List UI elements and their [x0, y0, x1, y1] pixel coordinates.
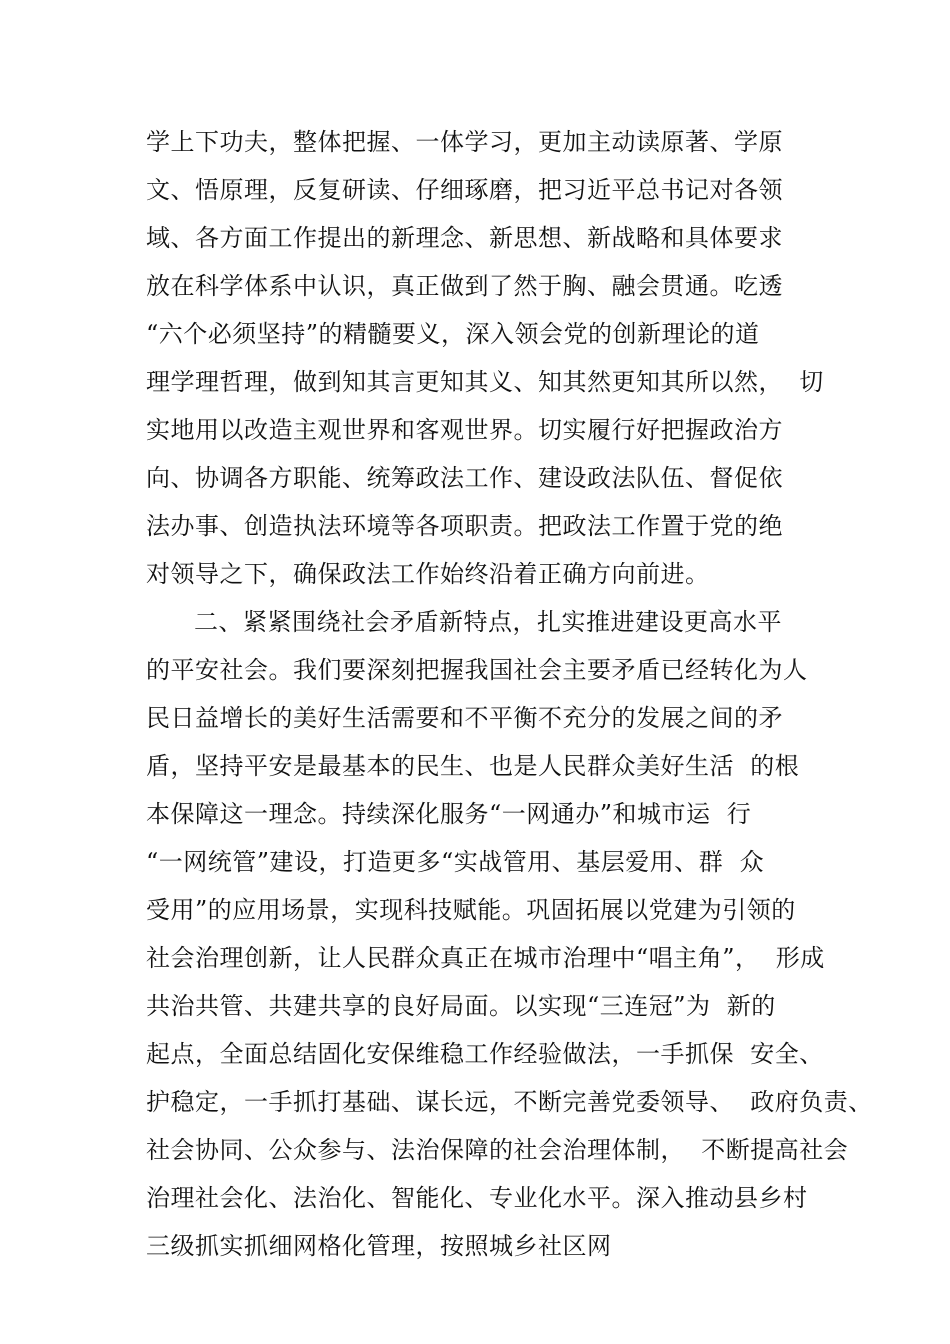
paragraph-line: 民日益增长的美好生活需要和不平衡不充分的发展之间的矛 — [146, 704, 783, 732]
paragraph-line: 受用”的应用场景，实现科技赋能。巩固拓展以党建为引领的 — [146, 896, 796, 924]
paragraph-line: 域、各方面工作提出的新理念、新思想、新战略和具体要求 — [146, 224, 783, 252]
paragraph-line: 法办事、创造执法环境等各项职责。把政法工作置于党的绝 — [146, 512, 783, 540]
paragraph-line: “一网统管”建设，打造更多“实战管用、基层爱用、群 众 — [146, 848, 765, 876]
paragraph-line: 放在科学体系中认识，真正做到了然于胸、融会贯通。吃透 — [146, 272, 783, 300]
paragraph-line: 社会协同、公众参与、法治保障的社会治理体制， 不断提高社会 — [146, 1136, 849, 1164]
paragraph-line: 治理社会化、法治化、智能化、专业化水平。深入推动县乡村 — [146, 1184, 808, 1212]
paragraph-line: 学上下功夫，整体把握、一体学习，更加主动读原著、学原 — [146, 128, 783, 156]
paragraph-line: 盾，坚持平安是最基本的民生、也是人民群众美好生活 的根 — [146, 752, 800, 780]
paragraph-line: 向、协调各方职能、统筹政法工作、建设政法队伍、督促依 — [146, 464, 783, 492]
paragraph-line: 文、悟原理，反复研读、仔细琢磨，把习近平总书记对各领 — [146, 176, 783, 204]
paragraph-line: “六个必须坚持”的精髓要义，深入领会党的创新理论的道 — [146, 320, 760, 348]
paragraph-line: 理学理哲理，做到知其言更知其义、知其然更知其所以然， 切 — [146, 368, 824, 396]
paragraph-line: 共治共管、共建共享的良好局面。以实现“三连冠”为 新的 — [146, 992, 776, 1020]
paragraph-line: 社会治理创新，让人民群众真正在城市治理中“唱主角”， 形成 — [146, 944, 825, 972]
paragraph-line: 实地用以改造主观世界和客观世界。切实履行好把握政治方 — [146, 416, 783, 444]
paragraph-line: 三级抓实抓细网格化管理，按照城乡社区网 — [146, 1232, 612, 1260]
section-heading-line: 二、紧紧围绕社会矛盾新特点，扎实推进建设更高水平 — [194, 608, 782, 636]
paragraph-line: 护稳定，一手抓打基础、谋长远，不断完善党委领导、 政府负责、 — [146, 1088, 873, 1116]
paragraph-line: 的平安社会。我们要深刻把握我国社会主要矛盾已经转化为人 — [146, 656, 808, 684]
paragraph-line: 本保障这一理念。持续深化服务“一网通办”和城市运 行 — [146, 800, 752, 828]
paragraph-line: 对领导之下，确保政法工作始终沿着正确方向前进。 — [146, 560, 710, 588]
paragraph-line: 起点，全面总结固化安保维稳工作经验做法，一手抓保 安全、 — [146, 1040, 824, 1068]
